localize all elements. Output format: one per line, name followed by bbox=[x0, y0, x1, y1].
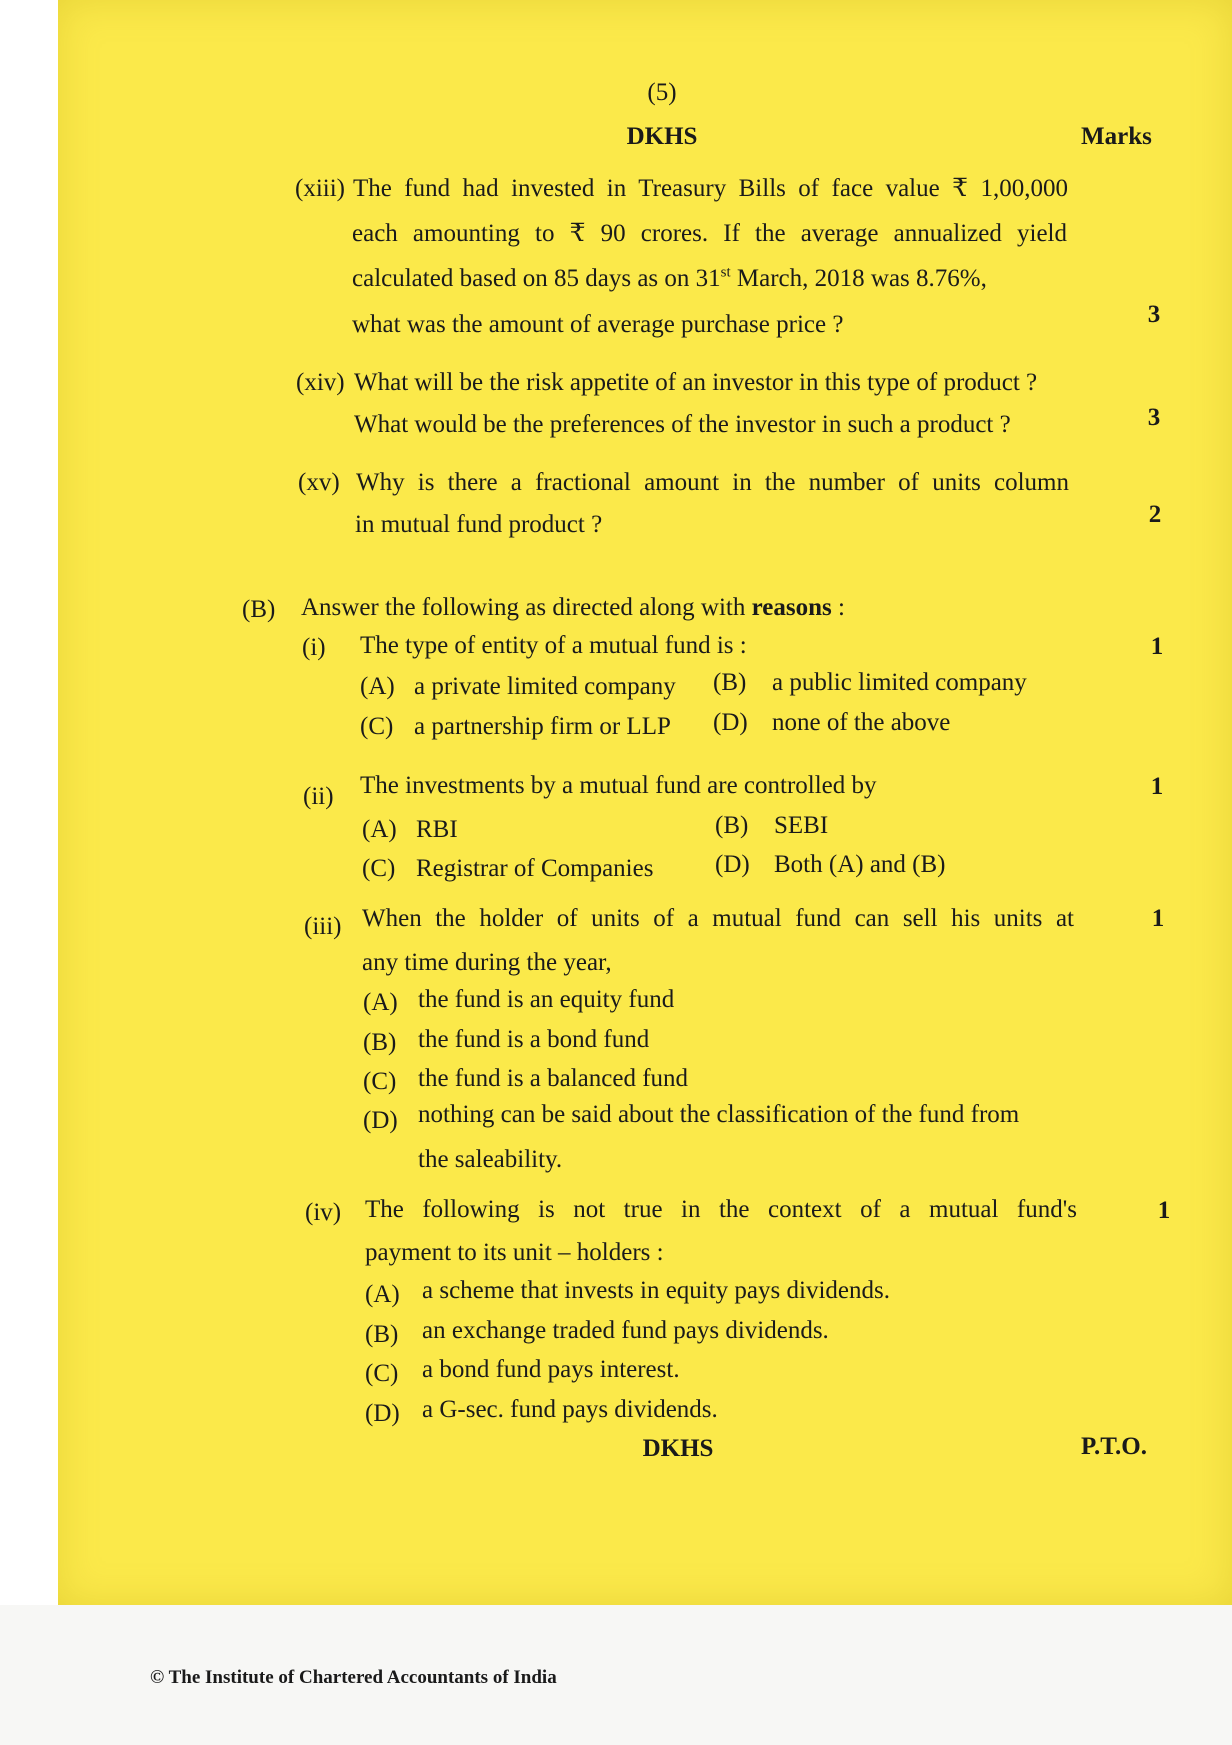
option-text: a public limited company bbox=[772, 669, 1027, 696]
question-marks: 2 bbox=[1148, 501, 1162, 528]
question-marks: 1 bbox=[1157, 1197, 1171, 1224]
question-text-line: When the holder of units of a mutual fund can sell his units at bbox=[362, 905, 1074, 932]
option-key: (A) bbox=[365, 1281, 400, 1308]
question-number: (iv) bbox=[305, 1199, 342, 1226]
question-marks: 3 bbox=[1147, 404, 1161, 431]
option-key: (D) bbox=[363, 1107, 398, 1134]
marks-label: Marks bbox=[1081, 123, 1152, 150]
section-label: (B) bbox=[242, 596, 276, 623]
option-text: an exchange traded fund pays dividends. bbox=[422, 1317, 829, 1344]
option-text: the fund is an equity fund bbox=[418, 986, 675, 1013]
option-text: RBI bbox=[416, 816, 458, 843]
pto-label: P.T.O. bbox=[1081, 1433, 1147, 1460]
question-number: (i) bbox=[302, 634, 326, 661]
option-key: (B) bbox=[363, 1029, 397, 1056]
option-text: the fund is a balanced fund bbox=[418, 1065, 689, 1092]
option-text: a G-sec. fund pays dividends. bbox=[422, 1396, 718, 1423]
question-number: (iii) bbox=[304, 913, 342, 940]
option-key: (C) bbox=[363, 1068, 397, 1095]
question-marks: 1 bbox=[1150, 633, 1164, 660]
option-text: Both (A) and (B) bbox=[774, 851, 946, 878]
option-text: the saleability. bbox=[418, 1146, 563, 1173]
question-text-line: What will be the risk appetite of an investor in this type of product ? bbox=[354, 369, 1038, 396]
option-text: a partnership firm or LLP bbox=[414, 713, 671, 740]
option-text: a private limited company bbox=[414, 673, 676, 700]
option-key: (B) bbox=[715, 812, 749, 839]
question-number: (xiii) bbox=[295, 175, 345, 202]
question-text-line: The investments by a mutual fund are controlled by bbox=[360, 772, 877, 799]
option-text: the fund is a bond fund bbox=[418, 1026, 650, 1053]
option-text: nothing can be said about the classification of the fund from bbox=[418, 1101, 1020, 1128]
question-text-line: The type of entity of a mutual fund is : bbox=[360, 632, 747, 659]
question-text-line: payment to its unit – holders : bbox=[365, 1239, 664, 1266]
option-text: none of the above bbox=[772, 709, 951, 736]
option-key: (C) bbox=[360, 713, 394, 740]
option-text: a bond fund pays interest. bbox=[422, 1356, 680, 1383]
option-text: a scheme that invests in equity pays dividends. bbox=[422, 1277, 890, 1304]
option-key: (D) bbox=[365, 1400, 400, 1427]
question-text-line: calculated based on 85 days as on 31st March, 2018 was 8.76%, bbox=[352, 264, 987, 292]
question-marks: 3 bbox=[1147, 301, 1161, 328]
question-number: (xv) bbox=[298, 469, 340, 496]
option-key: (B) bbox=[365, 1321, 399, 1348]
option-text: Registrar of Companies bbox=[416, 855, 654, 882]
page-number: (5) bbox=[647, 79, 677, 106]
paper-code-header: DKHS bbox=[626, 123, 698, 150]
question-text-line: The following is not true in the context of a mutual fund's bbox=[365, 1196, 1077, 1223]
question-text-line: in mutual fund product ? bbox=[355, 511, 603, 538]
question-text-line: Why is there a fractional amount in the number of units column bbox=[356, 469, 1069, 496]
section-instruction: Answer the following as directed along with reasons : bbox=[301, 594, 845, 621]
paper-code-footer: DKHS bbox=[642, 1435, 714, 1462]
option-key: (A) bbox=[363, 989, 398, 1016]
option-key: (A) bbox=[360, 673, 395, 700]
option-key: (C) bbox=[365, 1360, 399, 1387]
question-number: (ii) bbox=[303, 783, 334, 810]
question-marks: 1 bbox=[1151, 905, 1165, 932]
question-text-line: what was the amount of average purchase price ? bbox=[352, 311, 844, 338]
option-key: (B) bbox=[713, 669, 747, 696]
option-text: SEBI bbox=[774, 812, 829, 839]
question-marks: 1 bbox=[1150, 773, 1164, 800]
option-key: (A) bbox=[362, 816, 397, 843]
question-number: (xiv) bbox=[296, 369, 345, 396]
question-text-line: any time during the year, bbox=[362, 949, 612, 976]
question-text-line: The fund had invested in Treasury Bills of face value ₹ 1,00,000 bbox=[353, 175, 1068, 202]
question-text-line: What would be the preferences of the investor in such a product ? bbox=[354, 411, 1011, 438]
question-text-line: each amounting to ₹ 90 crores. If the average annualized yield bbox=[352, 220, 1067, 247]
option-key: (C) bbox=[362, 855, 396, 882]
option-key: (D) bbox=[715, 851, 750, 878]
copyright-notice: © The Institute of Chartered Accountants of India bbox=[150, 1667, 557, 1688]
option-key: (D) bbox=[713, 709, 748, 736]
